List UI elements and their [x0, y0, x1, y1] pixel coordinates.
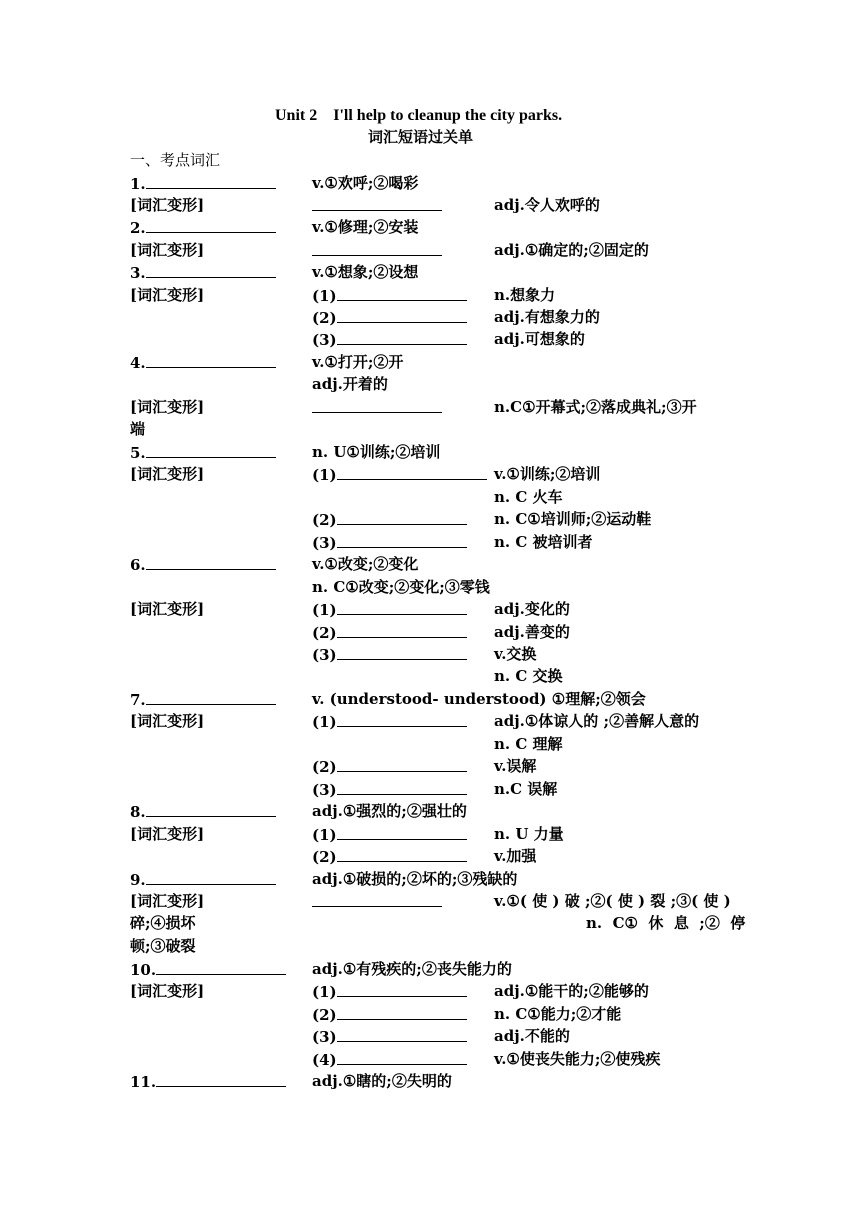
variant-blank[interactable]: (3)	[312, 644, 467, 665]
entry-definition: adj.开着的	[312, 375, 388, 393]
answer-blank[interactable]	[312, 240, 442, 261]
entry-definition: v. (understood- understood) ①理解;②领会	[312, 690, 646, 708]
variant-blank[interactable]: (1)	[312, 824, 467, 845]
variant-meaning-wrap: 碎;④损坏	[130, 914, 196, 932]
variant-meaning: adj.善变的	[494, 623, 570, 641]
entry-definition: v.①想象;②设想	[312, 263, 419, 281]
entry-number: 8.	[130, 801, 276, 822]
entry-number: 4.	[130, 352, 276, 373]
answer-blank[interactable]	[312, 195, 442, 216]
variant-meaning: n. C 交换	[494, 667, 563, 685]
variant-meaning: adj.变化的	[494, 600, 570, 618]
variant-label: [词汇变形]	[130, 465, 205, 483]
entry-number: 11.	[130, 1071, 286, 1092]
variant-meaning: adj.①体谅人的 ;②善解人意的	[494, 712, 700, 730]
variant-meaning: adj.①确定的;②固定的	[494, 241, 649, 259]
entry-number: 7.	[130, 689, 276, 710]
entry-definition: adj.①有残疾的;②丧失能力的	[312, 960, 512, 978]
variant-meaning-wrap: 端	[130, 420, 146, 438]
variant-blank[interactable]: (2)	[312, 509, 467, 530]
variant-label: [词汇变形]	[130, 600, 205, 618]
variant-meaning: adj.有想象力的	[494, 308, 600, 326]
variant-meaning: v.误解	[494, 757, 537, 775]
variant-meaning: n.C①开幕式;②落成典礼;③开	[494, 398, 697, 416]
variant-meaning-wrap: 顿;③破裂	[130, 937, 196, 955]
entry-definition: adj.①破损的;②坏的;③残缺的	[312, 870, 518, 888]
entry-definition: adj.①瞎的;②失明的	[312, 1072, 452, 1090]
entry-number: 5.	[130, 442, 276, 463]
entry-definition: v.①修理;②安装	[312, 218, 419, 236]
entry-definition: n. C①改变;②变化;③零钱	[312, 578, 490, 596]
variant-blank[interactable]: (1)	[312, 981, 467, 1002]
variant-label: [词汇变形]	[130, 196, 205, 214]
variant-label: [词汇变形]	[130, 892, 205, 910]
variant-meaning: adj.令人欢呼的	[494, 196, 600, 214]
page-title: Unit 2 I'll help to cleanup the city parks.	[275, 107, 563, 124]
entry-definition: adj.①强烈的;②强壮的	[312, 802, 467, 820]
variant-meaning: n.C 误解	[494, 780, 558, 798]
entry-number: 3.	[130, 262, 276, 283]
variant-meaning: n. C① 休 息 ;② 停	[586, 914, 746, 932]
variant-label: [词汇变形]	[130, 286, 205, 304]
variant-label: [词汇变形]	[130, 398, 205, 416]
variant-meaning: n. C 理解	[494, 735, 563, 753]
variant-label: [词汇变形]	[130, 241, 205, 259]
variant-blank[interactable]: (4)	[312, 1049, 467, 1070]
variant-label: [词汇变形]	[130, 982, 205, 1000]
variant-blank[interactable]: (2)	[312, 622, 467, 643]
entry-definition: v.①打开;②开	[312, 353, 404, 371]
variant-label: [词汇变形]	[130, 825, 205, 843]
variant-meaning: adj.可想象的	[494, 330, 585, 348]
variant-blank[interactable]: (1)	[312, 711, 467, 732]
variant-label: [词汇变形]	[130, 712, 205, 730]
variant-blank[interactable]: (1)	[312, 285, 467, 306]
entry-number: 1.	[130, 173, 276, 194]
variant-meaning: v.加强	[494, 847, 537, 865]
variant-meaning: adj.不能的	[494, 1027, 570, 1045]
entry-definition: v.①改变;②变化	[312, 555, 419, 573]
entry-definition: n. U①训练;②培训	[312, 443, 441, 461]
variant-blank[interactable]: (1)	[312, 464, 487, 485]
answer-blank[interactable]	[312, 397, 442, 418]
variant-meaning: v.交换	[494, 645, 537, 663]
variant-blank[interactable]: (2)	[312, 846, 467, 867]
variant-meaning: v.①使丧失能力;②使残疾	[494, 1050, 661, 1068]
variant-meaning: n. C 火车	[494, 488, 563, 506]
answer-blank[interactable]	[312, 891, 442, 912]
variant-meaning: n. C①培训师;②运动鞋	[494, 510, 652, 528]
variant-meaning: adj.①能干的;②能够的	[494, 982, 649, 1000]
entry-number: 6.	[130, 554, 276, 575]
variant-blank[interactable]: (2)	[312, 307, 467, 328]
entry-number: 9.	[130, 869, 276, 890]
variant-meaning: n. C①能力;②才能	[494, 1005, 622, 1023]
variant-meaning: n. U 力量	[494, 825, 564, 843]
variant-blank[interactable]: (3)	[312, 779, 467, 800]
variant-blank[interactable]: (2)	[312, 756, 467, 777]
variant-blank[interactable]: (3)	[312, 329, 467, 350]
variant-meaning: n.想象力	[494, 286, 556, 304]
variant-blank[interactable]: (3)	[312, 1026, 467, 1047]
entry-number: 10.	[130, 959, 286, 980]
variant-meaning: v.①训练;②培训	[494, 465, 601, 483]
variant-blank[interactable]: (1)	[312, 599, 467, 620]
section-title: 一、考点词汇	[130, 151, 221, 169]
variant-meaning: n. C 被培训者	[494, 533, 593, 551]
variant-blank[interactable]: (2)	[312, 1004, 467, 1025]
variant-meaning: v.①( 使 ) 破 ;②( 使 ) 裂 ;③( 使 )	[494, 892, 731, 910]
page-subtitle: 词汇短语过关单	[368, 128, 474, 146]
entry-number: 2.	[130, 217, 276, 238]
entry-definition: v.①欢呼;②喝彩	[312, 174, 419, 192]
variant-blank[interactable]: (3)	[312, 532, 467, 553]
